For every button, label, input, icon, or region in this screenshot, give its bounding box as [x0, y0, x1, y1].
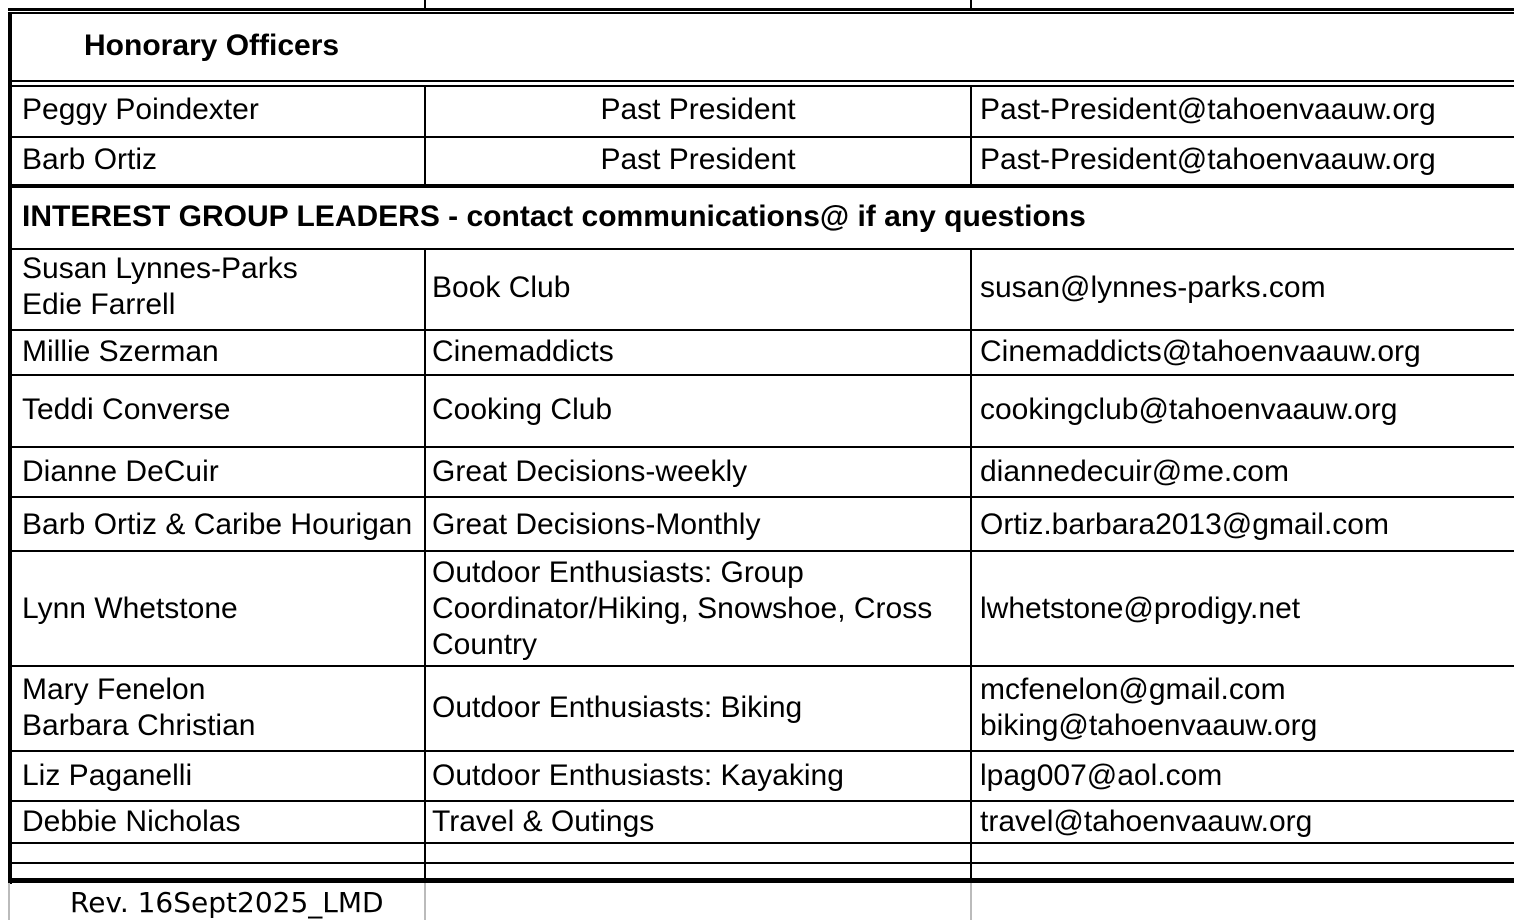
honorary-role: Past President [600, 93, 796, 126]
group-email: Ortiz.barbara2013@gmail.com [980, 508, 1389, 541]
row-divider [8, 842, 1514, 844]
honorary-heading-bottom [8, 80, 1514, 82]
honorary-role: Past President [600, 143, 796, 176]
group-email: lpag007@aol.com [980, 759, 1223, 792]
group-name: Country [432, 628, 538, 661]
group-email: mcfenelon@gmail.com [980, 673, 1286, 706]
group-name: Travel & Outings [432, 805, 655, 838]
interest-heading-bottom [8, 248, 1514, 250]
group-name: Coordinator/Hiking, Snowshoe, Cross [432, 592, 933, 625]
leader-name: Edie Farrell [22, 288, 176, 321]
top-border [8, 8, 1514, 11]
top-col-rule-1 [424, 0, 426, 10]
table-bottom-border [8, 878, 1514, 883]
leader-name: Mary Fenelon [22, 673, 206, 706]
left-border [8, 12, 12, 884]
row-divider [8, 800, 1514, 802]
top-col-rule-2 [970, 0, 972, 10]
group-name: Cinemaddicts [432, 335, 614, 368]
honorary-email: Past-President@tahoenvaauw.org [980, 143, 1436, 176]
honorary-heading-bottom-2 [8, 85, 1514, 87]
leader-name: Millie Szerman [22, 335, 219, 368]
group-email: susan@lynnes-parks.com [980, 271, 1326, 304]
group-name: Outdoor Enthusiasts: Group [432, 556, 804, 589]
group-name: Great Decisions-weekly [432, 455, 748, 488]
row-divider [8, 665, 1514, 667]
col-rule-2 [970, 250, 972, 880]
group-email: lwhetstone@prodigy.net [980, 592, 1301, 625]
group-email: Cinemaddicts@tahoenvaauw.org [980, 335, 1421, 368]
leader-name: Debbie Nicholas [22, 805, 241, 838]
section-divider [8, 184, 1514, 188]
group-email: diannedecuir@me.com [980, 455, 1289, 488]
honorary-email: Past-President@tahoenvaauw.org [980, 93, 1436, 126]
leader-name: Lynn Whetstone [22, 592, 238, 625]
group-name: Book Club [432, 271, 571, 304]
group-email: cookingclub@tahoenvaauw.org [980, 393, 1398, 426]
revision-note: Rev. 16Sept2025_LMD [70, 886, 384, 919]
leader-name: Barb Ortiz & Caribe Hourigan [22, 508, 413, 541]
col-rule-2 [970, 86, 972, 186]
group-name: Outdoor Enthusiasts: Biking [432, 691, 803, 724]
row-divider [8, 329, 1514, 331]
group-name: Cooking Club [432, 393, 613, 426]
group-email: biking@tahoenvaauw.org [980, 709, 1318, 742]
row-divider [8, 496, 1514, 498]
row-divider [8, 750, 1514, 752]
row-divider [8, 446, 1514, 448]
honorary-name: Barb Ortiz [22, 143, 158, 176]
honorary-top-border [8, 12, 1514, 14]
footer-rule-2 [970, 883, 972, 920]
group-email: travel@tahoenvaauw.org [980, 805, 1313, 838]
honorary-name: Peggy Poindexter [22, 93, 259, 126]
group-name: Outdoor Enthusiasts: Kayaking [432, 759, 844, 792]
row-divider [8, 136, 1514, 138]
interest-groups-heading: INTEREST GROUP LEADERS - contact communications@ if any questions [22, 200, 1086, 233]
leader-name: Susan Lynnes-Parks [22, 252, 298, 285]
empty-row-divider [8, 862, 1514, 864]
footer-rule-left [8, 883, 10, 920]
leader-name: Barbara Christian [22, 709, 256, 742]
honorary-heading: Honorary Officers [84, 29, 340, 62]
row-divider [8, 550, 1514, 552]
group-name: Great Decisions-Monthly [432, 508, 761, 541]
leader-name: Teddi Converse [22, 393, 231, 426]
row-divider [8, 374, 1514, 376]
leader-name: Dianne DeCuir [22, 455, 219, 488]
col-rule-1 [424, 250, 426, 880]
footer-rule-1 [424, 883, 426, 920]
leader-name: Liz Paganelli [22, 759, 193, 792]
col-rule-1 [424, 86, 426, 186]
